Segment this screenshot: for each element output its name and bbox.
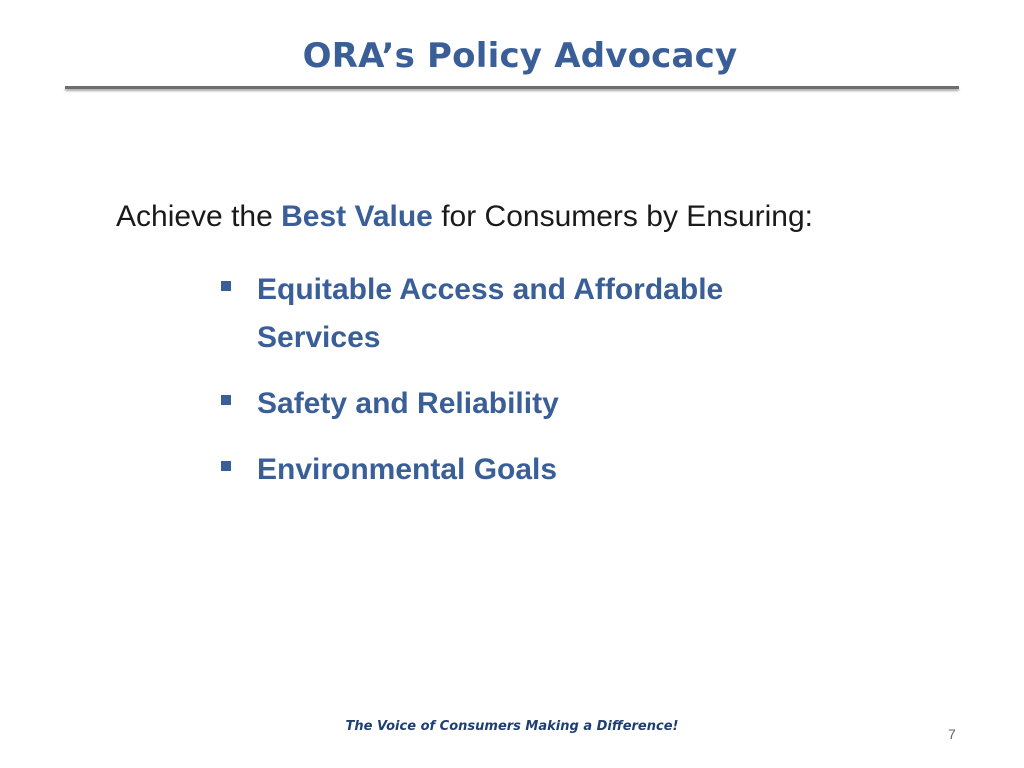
title-divider bbox=[65, 86, 959, 89]
bullet-item bbox=[218, 266, 838, 362]
bullet-text: Safety and Reliability bbox=[257, 387, 559, 420]
lead-prefix: Achieve the bbox=[116, 200, 282, 233]
square-bullet-icon bbox=[221, 395, 231, 405]
square-bullet-icon bbox=[221, 281, 231, 291]
bullet-text: Environmental Goals bbox=[257, 453, 558, 486]
page-number: 7 bbox=[948, 726, 956, 742]
lead-sentence bbox=[116, 200, 813, 234]
bullet-item bbox=[218, 446, 838, 494]
lead-suffix: for Consumers by Ensuring: bbox=[432, 200, 814, 233]
bullet-item bbox=[218, 380, 838, 428]
bullet-list bbox=[218, 266, 838, 512]
lead-highlight: Best Value bbox=[281, 200, 433, 233]
footer-tagline: The Voice of Consumers Making a Difference! bbox=[345, 719, 679, 734]
slide-title: ORA’s Policy Advocacy bbox=[302, 36, 738, 76]
bullet-text: Equitable Access and Affordable Services bbox=[257, 273, 724, 354]
square-bullet-icon bbox=[221, 461, 231, 471]
